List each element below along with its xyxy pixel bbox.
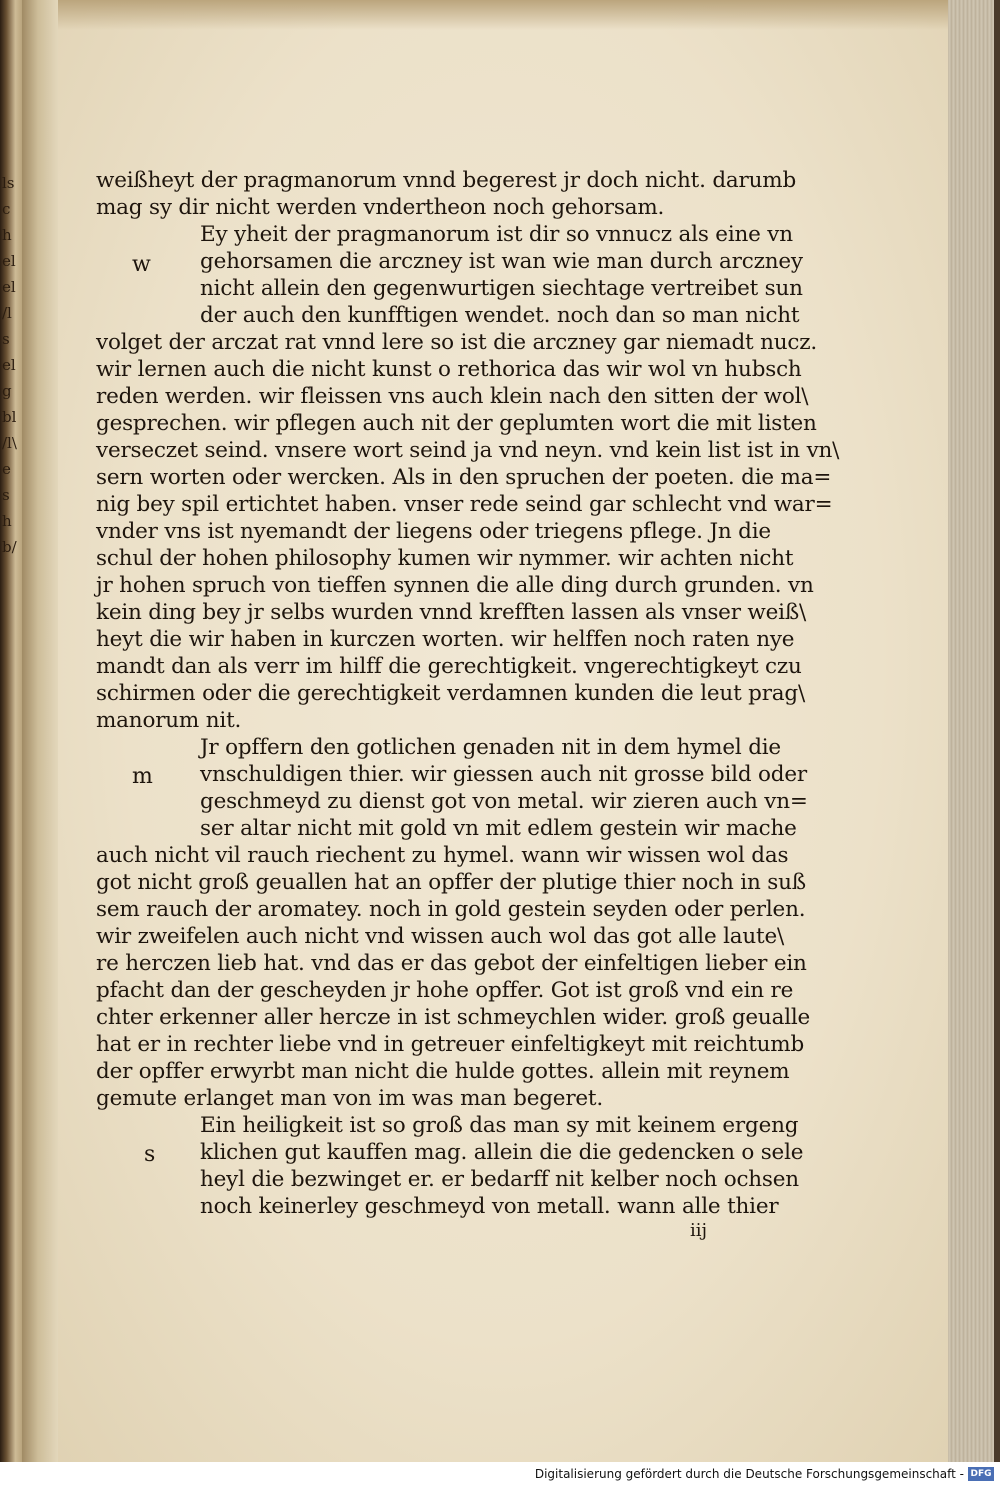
page-signature: iij <box>690 1220 708 1241</box>
text-line: gemute erlanget man von im was man begeret. <box>96 1086 604 1111</box>
text-line: noch keinerley geschmeyd von metall. wann alle thier <box>200 1194 779 1219</box>
text-line: wir lernen auch die nicht kunst o rethorica das wir wol vn hubsch <box>96 357 802 382</box>
text-line: Ein heiligkeit ist so groß das man sy mit keinem ergeng <box>200 1113 799 1138</box>
text-line: Ey yheit der pragmanorum ist dir so vnnucz als eine vn <box>200 222 793 247</box>
text-line: volget der arczat rat vnnd lere so ist die arczney gar niemadt nucz. <box>96 330 818 355</box>
text-line: nig bey spil ertichtet haben. vnser rede seind gar schlecht vnd war= <box>96 492 833 517</box>
text-line: auch nicht vil rauch riechent zu hymel. wann wir wissen wol das <box>96 843 789 868</box>
initial-guide-letter: s <box>144 1142 156 1167</box>
text-line: vnder vns ist nyemandt der liegens oder triegens pflege. Jn die <box>96 519 771 544</box>
page-stack-edges <box>948 0 1000 1462</box>
text-line: vnschuldigen thier. wir giessen auch nit grosse bild oder <box>200 762 807 787</box>
text-line: der opffer erwyrbt man nicht die hulde gottes. allein mit reynem <box>96 1059 790 1084</box>
text-line: manorum nit. <box>96 708 242 733</box>
text-line: schul der hohen philosophy kumen wir nymmer. wir achten nicht <box>96 546 794 571</box>
initial-guide-letter: m <box>132 764 153 789</box>
left-page-text-fragments: lschelel/lselgbl/l\eshb/ <box>2 174 17 556</box>
text-line: sern worten oder wercken. Als in den spruchen der poeten. die ma= <box>96 465 832 490</box>
text-line: got nicht groß geuallen hat an opffer der plutige thier noch in suß <box>96 870 806 895</box>
text-line: re herczen lieb hat. vnd das er das gebot der einfeltigen lieber ein <box>96 951 807 976</box>
text-line: mandt dan als verr im hilff die gerechtigkeit. vngerechtigkeyt czu <box>96 654 802 679</box>
text-line: heyl die bezwinget er. er bedarff nit kelber noch ochsen <box>200 1167 799 1192</box>
text-line: weißheyt der pragmanorum vnnd begerest jr doch nicht. darumb <box>96 168 797 193</box>
text-line: pfacht dan der gescheyden jr hohe opffer. Got ist groß vnd ein re <box>96 978 794 1003</box>
text-line: hat er in rechter liebe vnd in getreuer einfeltigkeyt mit reichtumb <box>96 1032 805 1057</box>
book-gutter <box>22 0 62 1462</box>
text-line: verseczet seind. vnsere wort seind ja vnd neyn. vnd kein list ist in vn\ <box>96 438 840 463</box>
text-line: der auch den kunfftigen wendet. noch dan so man nicht <box>200 303 800 328</box>
text-line: Jr opffern den gotlichen genaden nit in dem hymel die <box>200 735 781 760</box>
text-line: jr hohen spruch von tieffen synnen die alle ding durch grunden. vn <box>96 573 814 598</box>
text-line: mag sy dir nicht werden vndertheon noch gehorsam. <box>96 195 665 220</box>
text-line: klichen gut kauffen mag. allein die die gedencken o sele <box>200 1140 804 1165</box>
text-line: schirmen oder die gerechtigkeit verdamnen kunden die leut prag\ <box>96 681 806 706</box>
text-line: gesprechen. wir pflegen auch nit der geplumten wort die mit listen <box>96 411 817 436</box>
text-line: chter erkenner aller hercze in ist schmeychlen wider. groß geualle <box>96 1005 811 1030</box>
text-line: ser altar nicht mit gold vn mit edlem gestein wir mache <box>200 816 797 841</box>
text-line: geschmeyd zu dienst got von metal. wir zieren auch vn= <box>200 789 808 814</box>
text-line: gehorsamen die arczney ist wan wie man durch arczney <box>200 249 803 274</box>
text-line: sem rauch der aromatey. noch in gold gestein seyden oder perlen. <box>96 897 806 922</box>
text-line: wir zweifelen auch nicht vnd wissen auch wol das got alle laute\ <box>96 924 785 949</box>
text-line: reden werden. wir fleissen vns auch klein nach den sitten der wol\ <box>96 384 809 409</box>
text-line: nicht allein den gegenwurtigen siechtage vertreibet sun <box>200 276 803 301</box>
dfg-logo: DFG <box>968 1467 994 1481</box>
initial-guide-letter: w <box>132 252 151 277</box>
funding-notice: Digitalisierung gefördert durch die Deutsche Forschungsgemeinschaft - <box>534 1467 964 1481</box>
text-line: kein ding bey jr selbs wurden vnnd krefften lassen als vnser weiß\ <box>96 600 807 625</box>
text-line: heyt die wir haben in kurczen worten. wir helffen noch raten nye <box>96 627 795 652</box>
footer <box>0 1462 1000 1487</box>
left-page-edge <box>0 0 22 1462</box>
